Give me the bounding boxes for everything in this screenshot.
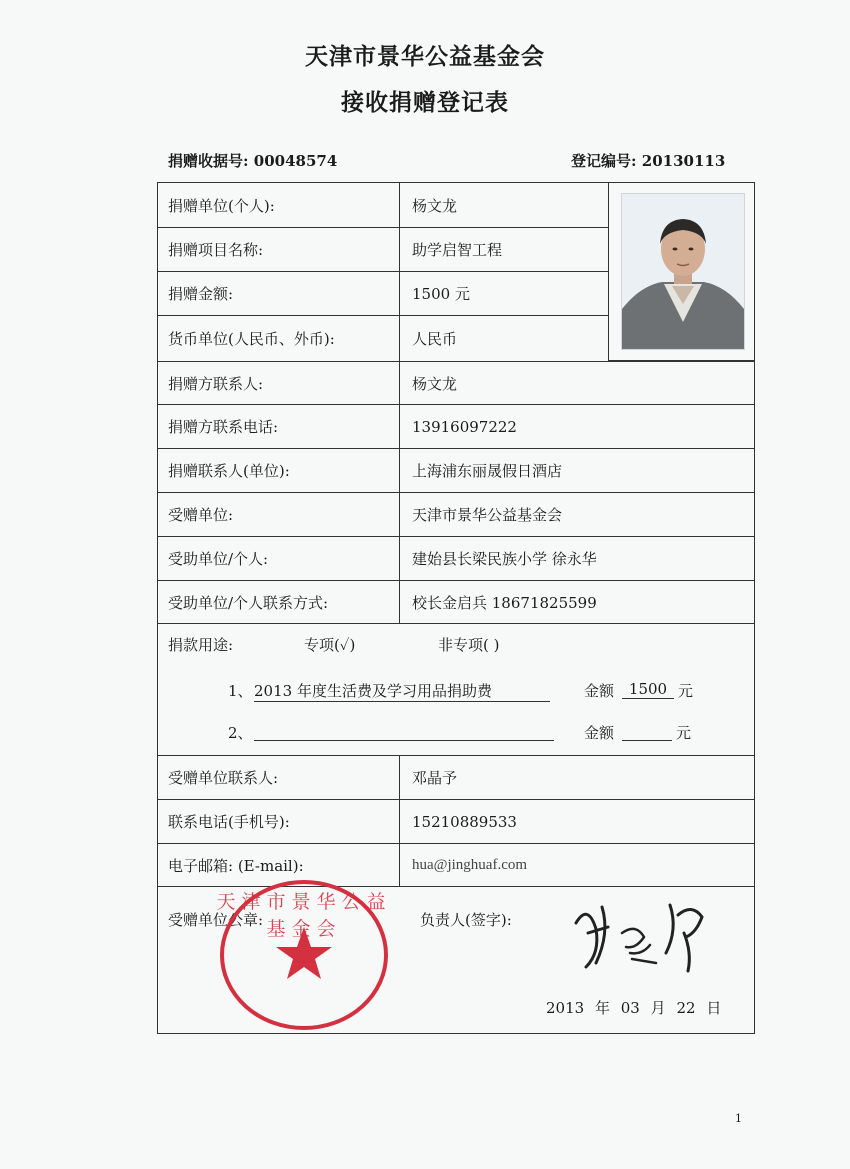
row-label: 联系电话(手机号): [158,800,400,843]
row-value: 1500 元 [412,285,470,303]
item2-prefix: 2、 [228,724,253,742]
item1-amount: 1500 [622,680,674,699]
recipient-photo [621,193,745,350]
date-month-unit: 月 [650,999,666,1017]
date-day-unit: 日 [706,999,722,1017]
row-value: 杨文龙 [412,374,458,393]
donation-purpose [158,624,754,756]
row-value: 上海浦东丽晟假日酒店 [412,462,563,480]
form-row [158,183,608,228]
row-label: 捐赠联系人(单位): [158,449,400,492]
row-label: 捐赠方联系电话: [158,405,400,448]
seal-label: 受赠单位公章: [168,911,264,929]
row-label: 货币单位(人民币、外币): [158,316,400,361]
form-row [158,228,608,272]
row-value: 建始县长梁民族小学 徐永华 [412,550,597,568]
form-row [158,272,608,316]
item1-amount-label: 金额 [584,682,615,700]
date-day: 22 [676,999,696,1017]
form-row [158,405,754,449]
signature-area [158,887,754,1033]
row-value: 13916097222 [412,417,517,436]
row-value: 杨文龙 [412,196,458,215]
form-row [158,537,754,581]
row-label: 受助单位/个人: [158,537,400,580]
item2-unit: 元 [676,724,692,742]
row-value: 助学启智工程 [412,241,503,259]
official-stamp [216,877,392,1033]
form-row [158,581,754,624]
form-row [158,800,754,844]
row-label: 电子邮箱: (E-mail): [158,844,400,886]
item1-unit: 元 [678,682,694,700]
form-row [158,361,754,405]
form-title: 天津市景华公益基金会 [305,43,545,70]
row-label: 捐赠方联系人: [158,362,400,404]
sign-date [546,997,727,1018]
row-label: 捐赠金额: [158,272,400,315]
date-year: 2013 [546,999,585,1017]
purpose-label: 捐款用途: [168,636,234,654]
row-value: 校长金启兵 18671825599 [412,593,597,612]
item1-text: 2013 年度生活费及学习用品捐助费 [254,680,550,702]
item2-amount-blank [622,722,672,741]
registration-number: 登记编号: 20130113 [571,152,726,170]
form-row [158,449,754,493]
row-label: 受助单位/个人联系方式: [158,581,400,623]
row-value: hua@jinghuaf.com [412,856,528,873]
item2-text-blank [254,722,554,741]
form-row [158,316,608,361]
row-value: 天津市景华公益基金会 [412,506,563,524]
purpose-special: 专项(✓) [304,636,356,654]
row-label: 捐赠项目名称: [158,228,400,271]
form-subtitle: 接收捐赠登记表 [341,89,509,116]
page-number: 1 [735,1112,742,1125]
stamp-text: 天津市景华公益基金会 [216,891,392,940]
row-label: 捐赠单位(个人): [158,183,400,227]
photo-cell [608,183,754,361]
date-year-unit: 年 [594,999,610,1017]
registration-form [157,182,755,1034]
row-label: 受赠单位: [158,493,400,536]
date-month: 03 [620,999,640,1017]
row-value: 邓晶予 [412,769,458,787]
handwritten-signature [566,893,716,973]
item2-amount-label: 金额 [584,724,615,742]
form-row [158,756,754,800]
row-label: 受赠单位联系人: [158,756,400,799]
purpose-nonspecial: 非专项( ) [438,636,500,654]
row-value: 15210889533 [412,812,517,831]
form-row [158,493,754,537]
receipt-number: 捐赠收据号: 00048574 [168,152,338,170]
row-value: 人民币 [412,330,458,348]
responsible-label: 负责人(签字): [420,911,512,929]
item1-prefix: 1、 [228,682,253,700]
